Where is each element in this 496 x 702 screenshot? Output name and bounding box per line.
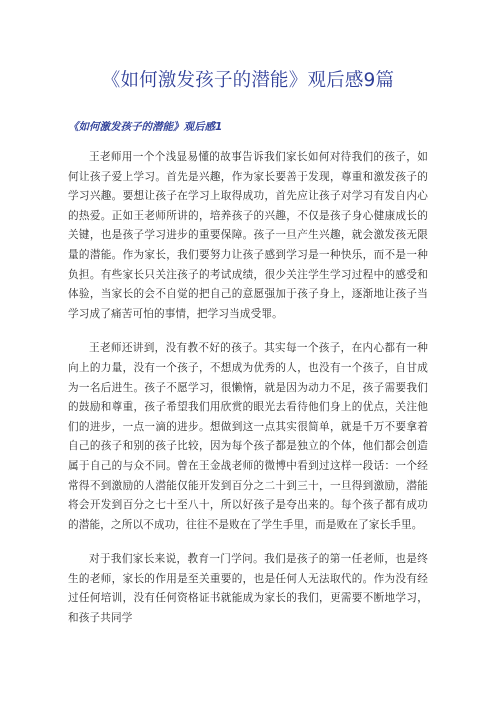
- section-heading: 《如何激发孩子的潜能》观后感1: [68, 121, 223, 133]
- body-paragraph: 对于我们家长来说，教育一门学问。我们是孩子的第一任老师，也是终生的老师，家长的作用是至关重要的，也是任何人无法取代的。作为没有经过任何培训，没有任何资格证书就能成为家长的我们，更需要不断地学习，和孩子共同学: [68, 553, 428, 625]
- body-paragraph: 王老师用一个个浅显易懂的故事告诉我们家长如何对待我们的孩子，如何让孩子爱上学习。首先是兴趣，作为家长要善于发现，尊重和激发孩子的学习兴趣。要想让孩子在学习上取得成功，首先应让孩子对学习有发自内心的热爱。正如王老师所讲的，培养孩子的兴趣，不仅是孩子身心健康成长的关键，也是孩子学习进步的重要保障。孩子一旦产生兴趣，就会激发孩无限量的潜能。作为家长，我们要努力让孩子感到学习是一种快乐，而不是一种负担。有些家长只关注孩子的考试成绩，很少关注学生学习过程中的感受和体验，当家长的会不自觉的把自己的意愿强加于孩子身上，逐渐地让孩子当学习成了痛苦可怕的事情，把学习当成受罪。: [68, 151, 428, 320]
- document-title: 《如何激发孩子的潜能》观后感9篇: [101, 70, 395, 91]
- body-paragraph: 王老师还讲到，没有教不好的孩子。其实每一个孩子，在内心都有一种向上的力量，没有一个孩子，不想成为优秀的人，也没有一个孩子，自甘成为一名后进生。孩子不愿学习，很懒惰，就是因为动力不足，孩子需要我们的鼓励和尊重，孩子希望我们用欣赏的眼光去看待他们身上的优点，关注他们的进步，一点一滴的进步。想做到这一点其实很简单，就是千万不要拿着自己的孩子和别的孩子比较，因为每个孩子都是独立的个体，他们都会创造属于自己的与众不同。曾在王金战老师的微博中看到过这样一段话：一个经常得不到激励的人潜能仅能开发到百分之二十到三十，一旦得到激励，潜能将会开发到百分之七十至八十，所以好孩子是夸出来的。每个孩子都有成功的潜能，之所以不成功，往往不是败在了学生手里，而是败在了家长手里。: [68, 342, 428, 531]
